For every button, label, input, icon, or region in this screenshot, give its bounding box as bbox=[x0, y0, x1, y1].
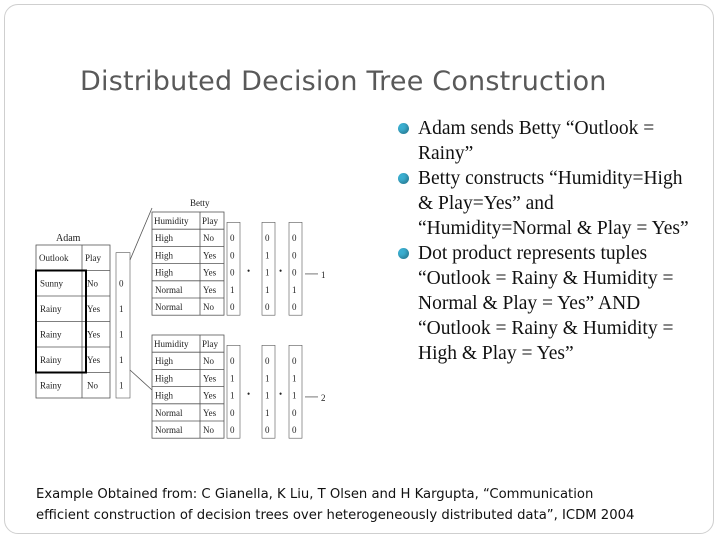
bullet-icon bbox=[398, 173, 409, 184]
betty-vector-a-value: 1 bbox=[230, 284, 235, 295]
betty-cell: High bbox=[155, 233, 173, 244]
source-citation bbox=[36, 484, 716, 526]
betty-vector-b-value: 1 bbox=[265, 284, 270, 295]
betty-vector-c-value: 0 bbox=[292, 425, 297, 435]
adam-cell: Yes bbox=[87, 329, 101, 340]
betty-vector-b-value: 1 bbox=[265, 373, 270, 384]
betty-cell: Yes bbox=[203, 390, 217, 401]
betty-vector-c-value: 0 bbox=[292, 267, 297, 278]
adam-cell: No bbox=[87, 278, 98, 289]
adam-cell: Rainy bbox=[40, 304, 62, 314]
betty-vector-a-value: 0 bbox=[230, 356, 235, 367]
betty-cell: Yes bbox=[203, 373, 217, 384]
slide-title: Distributed Decision Tree Construction bbox=[80, 66, 607, 97]
betty-vector-a-value: 1 bbox=[230, 390, 235, 401]
adam-vector-value: 1 bbox=[119, 329, 124, 340]
adam-cell: Rainy bbox=[40, 355, 62, 365]
betty-vector-a-value: 0 bbox=[230, 250, 235, 261]
adam-betty-figure bbox=[28, 190, 373, 455]
betty-cell: Normal bbox=[155, 407, 183, 418]
betty-cell: Normal bbox=[155, 284, 183, 295]
betty-cell: Yes bbox=[203, 267, 217, 278]
betty-vector-c-value: 0 bbox=[292, 302, 297, 312]
betty-vector-a-value: 0 bbox=[230, 302, 235, 312]
betty-header: Play bbox=[202, 339, 219, 349]
betty-header: Humidity bbox=[154, 216, 189, 226]
betty-header: Humidity bbox=[154, 339, 189, 349]
betty-vector-b-value: 1 bbox=[265, 390, 270, 401]
betty-header: Play bbox=[202, 216, 219, 226]
betty-cell: No bbox=[203, 302, 214, 312]
dot-product-result: 1 bbox=[321, 269, 326, 280]
betty-cell: Yes bbox=[203, 250, 217, 261]
adam-cell: Yes bbox=[87, 304, 101, 314]
adam-cell: Sunny bbox=[40, 278, 64, 289]
betty-cell: High bbox=[155, 390, 173, 401]
betty-vector-a-value: 0 bbox=[230, 233, 235, 244]
betty-label: Betty bbox=[190, 198, 210, 208]
adam-vector-value: 1 bbox=[119, 304, 124, 314]
adam-vector-value: 1 bbox=[119, 380, 124, 391]
bullet-text: Adam sends Betty “Outlook = Rainy” bbox=[418, 118, 655, 164]
betty-cell: No bbox=[203, 233, 214, 244]
dot-operator: • bbox=[279, 388, 283, 399]
bullet-list bbox=[398, 116, 698, 366]
betty-vector-c-value: 0 bbox=[292, 250, 297, 261]
bullet-icon bbox=[398, 123, 409, 134]
betty-cell: High bbox=[155, 373, 173, 384]
adam-header: Play bbox=[85, 253, 102, 263]
bullet-item bbox=[398, 166, 698, 241]
bullet-icon bbox=[398, 248, 409, 259]
betty-cell: No bbox=[203, 425, 214, 435]
betty-vector-b-value: 0 bbox=[265, 233, 270, 244]
adam-cell: No bbox=[87, 380, 98, 391]
betty-cell: No bbox=[203, 356, 214, 367]
citation-line-2: efficient construction of decision trees over heterogeneously distributed data”, ICDM 2004 bbox=[36, 508, 635, 523]
betty-cell: Yes bbox=[203, 284, 217, 295]
dot-product-result: 2 bbox=[321, 392, 326, 403]
arrow-to-bottom-table bbox=[130, 370, 152, 390]
dot-operator: • bbox=[247, 265, 251, 276]
betty-vector-c-value: 1 bbox=[292, 284, 297, 295]
adam-cell: Rainy bbox=[40, 380, 62, 391]
dot-operator: • bbox=[279, 265, 283, 276]
adam-vector-value: 1 bbox=[119, 355, 124, 365]
betty-vector-c-value: 0 bbox=[292, 233, 297, 244]
betty-cell: Normal bbox=[155, 302, 183, 312]
bullet-text: Betty constructs “Humidity=High & Play=Yes” and “Humidity=Normal & Play = Yes” bbox=[418, 168, 689, 239]
betty-vector-c-value: 0 bbox=[292, 407, 297, 418]
betty-vector-b-value: 1 bbox=[265, 407, 270, 418]
betty-vector-b-value: 0 bbox=[265, 356, 270, 367]
betty-vector-a-value: 0 bbox=[230, 425, 235, 435]
arrow-to-top-table bbox=[130, 208, 152, 260]
betty-vector-c-value: 0 bbox=[292, 356, 297, 367]
adam-vector-value: 0 bbox=[119, 278, 124, 289]
bullet-item bbox=[398, 241, 698, 366]
adam-vector-border bbox=[116, 253, 130, 398]
betty-cell: High bbox=[155, 356, 173, 367]
betty-cell: High bbox=[155, 250, 173, 261]
adam-header: Outlook bbox=[39, 253, 69, 263]
betty-cell: Normal bbox=[155, 425, 183, 435]
adam-label: Adam bbox=[56, 233, 81, 244]
betty-vector-b-value: 1 bbox=[265, 267, 270, 278]
dot-operator: • bbox=[247, 388, 251, 399]
betty-vector-c-value: 1 bbox=[292, 390, 297, 401]
betty-vector-a-value: 1 bbox=[230, 373, 235, 384]
betty-cell: Yes bbox=[203, 407, 217, 418]
betty-vector-a-value: 0 bbox=[230, 267, 235, 278]
citation-line-1: Example Obtained from: C Gianella, K Liu, T Olsen and H Kargupta, “Communication bbox=[36, 487, 594, 502]
betty-cell: High bbox=[155, 267, 173, 278]
adam-cell: Rainy bbox=[40, 329, 62, 340]
betty-vector-b-value: 0 bbox=[265, 425, 270, 435]
betty-vector-b-value: 0 bbox=[265, 302, 270, 312]
betty-vector-c-value: 1 bbox=[292, 373, 297, 384]
betty-vector-a-value: 0 bbox=[230, 407, 235, 418]
adam-cell: Yes bbox=[87, 355, 101, 365]
bullet-text: Dot product represents tuples “Outlook = Rainy & Humidity = Normal & Play = Yes” AND “Outlook = Rainy & Humidity = High & Play = Yes” bbox=[418, 243, 674, 364]
betty-vector-b-value: 1 bbox=[265, 250, 270, 261]
bullet-item bbox=[398, 116, 698, 166]
